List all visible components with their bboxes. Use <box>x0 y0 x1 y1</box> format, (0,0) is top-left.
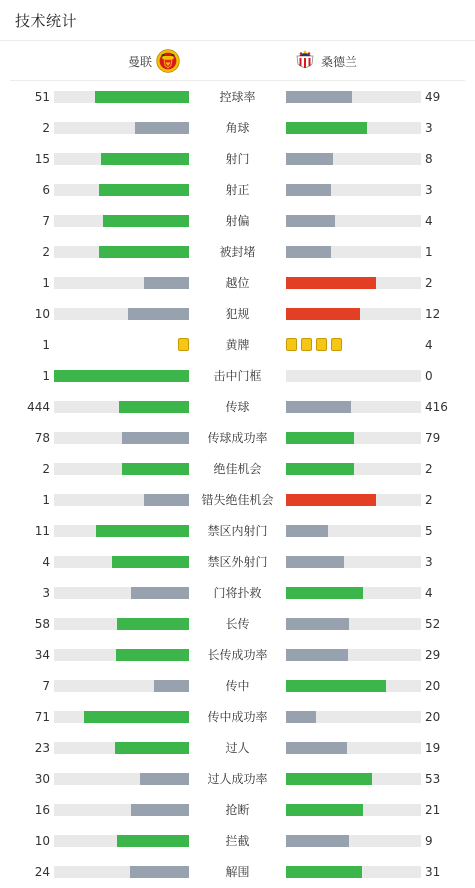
away-stat-value: 79 <box>425 431 441 445</box>
home-stat-bar <box>54 866 189 878</box>
home-stat-bar <box>54 773 189 785</box>
stat-label: 射偏 <box>225 214 250 228</box>
home-stat-bar <box>54 184 189 196</box>
stat-label: 门将扑救 <box>213 586 262 600</box>
away-stat-bar <box>286 215 421 227</box>
yellow-card-icon <box>178 338 189 351</box>
home-stat-value: 11 <box>34 524 50 538</box>
away-stat-bar <box>286 587 421 599</box>
away-stat-value: 3 <box>425 121 433 135</box>
home-stat-bar <box>54 680 189 692</box>
stat-row <box>0 640 475 671</box>
away-stat-bar-fill <box>286 773 372 785</box>
away-stat-bar-fill <box>286 463 354 475</box>
away-stat-bar-fill <box>286 649 348 661</box>
away-stat-value: 2 <box>425 462 433 476</box>
away-stat-value: 31 <box>425 865 441 879</box>
stat-row <box>0 485 475 516</box>
stat-row <box>0 609 475 640</box>
away-stat-bar <box>286 246 421 258</box>
away-stat-bar <box>286 556 421 568</box>
stat-label: 传球 <box>225 400 250 414</box>
home-stat-bar-fill <box>140 773 189 785</box>
away-stat-bar-fill <box>286 308 360 320</box>
away-stat-bar-fill <box>286 494 376 506</box>
home-stat-value: 1 <box>42 493 50 507</box>
away-stat-bar <box>286 432 421 444</box>
home-stat-value: 10 <box>34 834 50 848</box>
away-stat-bar-fill <box>286 153 333 165</box>
stat-label: 犯规 <box>225 307 250 321</box>
home-stat-bar-fill <box>84 711 189 723</box>
home-stat-bar <box>54 742 189 754</box>
away-stat-bar-fill <box>286 246 331 258</box>
stat-row <box>0 361 475 392</box>
sunderland-crest-icon <box>293 49 317 73</box>
stat-label: 长传 <box>225 617 250 631</box>
away-stat-bar <box>286 401 421 413</box>
home-stat-bar-fill <box>122 432 190 444</box>
stat-label: 解围 <box>225 865 250 879</box>
stat-label: 过人成功率 <box>207 772 268 786</box>
home-stat-bar-fill <box>115 742 189 754</box>
stat-row <box>0 113 475 144</box>
home-stat-bar-fill <box>122 463 190 475</box>
home-stat-bar-fill <box>112 556 189 568</box>
stat-row <box>0 299 475 330</box>
home-stat-bar <box>54 432 189 444</box>
stat-row <box>0 144 475 175</box>
home-stat-bar <box>54 122 189 134</box>
away-stat-bar <box>286 184 421 196</box>
home-team-name: 曼联 <box>127 54 152 69</box>
stat-label: 射门 <box>225 152 250 166</box>
stat-label: 拦截 <box>225 834 250 848</box>
stats-list <box>0 82 475 888</box>
stat-row <box>0 547 475 578</box>
home-stat-value: 4 <box>42 555 50 569</box>
away-stat-bar <box>286 711 421 723</box>
away-stat-bar-fill <box>286 277 376 289</box>
home-stat-bar-fill <box>101 153 189 165</box>
away-stat-bar <box>286 866 421 878</box>
away-yellow-cards <box>286 338 346 351</box>
stat-row <box>0 516 475 547</box>
stat-row <box>0 857 475 888</box>
away-stat-value: 49 <box>425 90 441 104</box>
away-stat-value: 3 <box>425 555 433 569</box>
home-stat-bar <box>54 494 189 506</box>
stat-row <box>0 578 475 609</box>
home-stat-bar <box>54 587 189 599</box>
teams-bar <box>10 41 465 81</box>
stats-header <box>0 0 475 41</box>
home-stat-bar-fill <box>99 184 189 196</box>
home-stat-bar-fill <box>116 649 189 661</box>
home-stat-value: 23 <box>34 741 50 755</box>
stat-label: 绝佳机会 <box>213 462 262 476</box>
stat-row <box>0 671 475 702</box>
away-stat-bar-fill <box>286 587 363 599</box>
yellow-card-icon <box>286 338 297 351</box>
stat-row <box>0 237 475 268</box>
home-stat-bar-fill <box>99 246 189 258</box>
away-stat-bar <box>286 153 421 165</box>
home-stat-bar-fill <box>131 587 189 599</box>
home-stat-value: 6 <box>42 183 50 197</box>
stat-label: 禁区外射门 <box>207 555 268 569</box>
stat-row <box>0 82 475 113</box>
away-stat-bar <box>286 91 421 103</box>
home-stat-bar <box>54 370 189 382</box>
away-stat-bar <box>286 804 421 816</box>
stat-row <box>0 764 475 795</box>
away-stat-bar-fill <box>286 804 363 816</box>
stat-row <box>0 175 475 206</box>
away-stat-value: 4 <box>425 586 433 600</box>
stat-row <box>0 330 475 361</box>
home-stat-bar-fill <box>119 401 189 413</box>
home-stat-value: 3 <box>42 586 50 600</box>
home-stat-bar-fill <box>96 525 189 537</box>
home-stat-value: 10 <box>34 307 50 321</box>
away-stat-bar-fill <box>286 122 367 134</box>
manchester-united-crest-icon <box>156 49 180 73</box>
stat-label: 传中成功率 <box>207 710 268 724</box>
home-stat-value: 444 <box>27 400 50 414</box>
stat-row <box>0 423 475 454</box>
home-stat-value: 34 <box>34 648 50 662</box>
home-stat-value: 51 <box>34 90 50 104</box>
stat-label: 禁区内射门 <box>207 524 268 538</box>
home-stat-bar <box>54 463 189 475</box>
away-stat-bar-fill <box>286 742 347 754</box>
stat-label: 错失绝佳机会 <box>201 493 274 507</box>
home-stat-bar <box>54 525 189 537</box>
away-stat-value: 0 <box>425 369 433 383</box>
home-stat-value: 1 <box>42 276 50 290</box>
home-stat-value: 71 <box>34 710 50 724</box>
home-stat-bar <box>54 649 189 661</box>
stat-label: 黄牌 <box>225 338 250 352</box>
home-stat-bar-fill <box>95 91 190 103</box>
away-stat-value: 5 <box>425 524 433 538</box>
away-stat-value: 4 <box>425 338 433 352</box>
away-stat-bar-fill <box>286 866 362 878</box>
home-stat-value: 78 <box>34 431 50 445</box>
home-stat-bar-fill <box>144 277 189 289</box>
home-stat-value: 7 <box>42 214 50 228</box>
home-stat-value: 24 <box>34 865 50 879</box>
away-stat-value: 19 <box>425 741 441 755</box>
away-stat-value: 1 <box>425 245 433 259</box>
away-stat-value: 20 <box>425 679 441 693</box>
home-stat-bar <box>54 246 189 258</box>
home-stat-bar <box>54 618 189 630</box>
home-stat-bar <box>54 804 189 816</box>
home-stat-bar-fill <box>117 618 189 630</box>
stat-label: 传中 <box>225 679 250 693</box>
away-stat-bar-fill <box>286 835 349 847</box>
away-stat-bar <box>286 463 421 475</box>
home-stat-bar <box>54 277 189 289</box>
away-stat-bar-fill <box>286 556 344 568</box>
stat-row <box>0 392 475 423</box>
home-stat-value: 7 <box>42 679 50 693</box>
away-stat-bar-fill <box>286 680 386 692</box>
home-stat-bar-fill <box>103 215 189 227</box>
away-stat-bar <box>286 370 421 382</box>
home-stat-value: 1 <box>42 338 50 352</box>
away-stat-value: 20 <box>425 710 441 724</box>
page-title: 技术统计 <box>15 12 78 30</box>
home-stat-bar-fill <box>144 494 189 506</box>
stat-label: 越位 <box>225 276 250 290</box>
stat-label: 角球 <box>225 121 250 135</box>
away-stat-bar <box>286 122 421 134</box>
home-yellow-cards <box>174 338 189 351</box>
home-stat-bar-fill <box>154 680 189 692</box>
home-stat-value: 2 <box>42 121 50 135</box>
away-stat-value: 3 <box>425 183 433 197</box>
stat-row <box>0 795 475 826</box>
home-stat-bar <box>54 91 189 103</box>
away-stat-value: 416 <box>425 400 448 414</box>
home-stat-value: 30 <box>34 772 50 786</box>
away-stat-bar-fill <box>286 432 354 444</box>
home-stat-bar <box>54 308 189 320</box>
away-stat-bar-fill <box>286 184 331 196</box>
away-stat-value: 53 <box>425 772 441 786</box>
away-stat-value: 52 <box>425 617 441 631</box>
away-stat-value: 4 <box>425 214 433 228</box>
home-stat-bar-fill <box>128 308 189 320</box>
home-stat-value: 15 <box>34 152 50 166</box>
home-stat-bar <box>54 711 189 723</box>
away-stat-bar <box>286 773 421 785</box>
home-stat-bar <box>54 153 189 165</box>
away-stat-bar-fill <box>286 215 335 227</box>
away-stat-value: 12 <box>425 307 441 321</box>
away-stat-bar-fill <box>286 618 349 630</box>
home-stat-value: 1 <box>42 369 50 383</box>
away-stat-bar <box>286 742 421 754</box>
away-stat-value: 29 <box>425 648 441 662</box>
away-stat-value: 8 <box>425 152 433 166</box>
away-stat-bar <box>286 649 421 661</box>
home-stat-bar-fill <box>131 804 189 816</box>
stat-row <box>0 454 475 485</box>
away-stat-bar <box>286 494 421 506</box>
away-stat-bar <box>286 618 421 630</box>
away-team-name: 桑德兰 <box>321 54 358 69</box>
home-stat-bar-fill <box>54 370 189 382</box>
home-stat-bar <box>54 215 189 227</box>
stat-label: 被封堵 <box>219 245 256 259</box>
home-stat-bar <box>54 835 189 847</box>
stat-row <box>0 826 475 857</box>
away-stat-value: 2 <box>425 276 433 290</box>
away-stat-bar <box>286 835 421 847</box>
away-stat-value: 21 <box>425 803 441 817</box>
stat-label: 击中门框 <box>213 369 262 383</box>
stat-label: 射正 <box>225 183 250 197</box>
yellow-card-icon <box>301 338 312 351</box>
away-stat-bar <box>286 308 421 320</box>
home-stat-bar-fill <box>117 835 189 847</box>
away-team[interactable] <box>293 48 357 74</box>
home-stat-bar-fill <box>130 866 189 878</box>
yellow-card-icon <box>316 338 327 351</box>
home-stat-value: 2 <box>42 462 50 476</box>
stat-label: 抢断 <box>225 803 250 817</box>
home-stat-bar <box>54 556 189 568</box>
away-stat-bar-fill <box>286 711 316 723</box>
home-stat-bar <box>54 401 189 413</box>
yellow-card-icon <box>331 338 342 351</box>
away-stat-bar-fill <box>286 525 328 537</box>
away-stat-bar-fill <box>286 401 351 413</box>
away-stat-value: 9 <box>425 834 433 848</box>
stat-label: 控球率 <box>219 90 256 104</box>
home-stat-value: 2 <box>42 245 50 259</box>
stat-label: 传球成功率 <box>207 431 268 445</box>
away-stat-value: 2 <box>425 493 433 507</box>
stat-row <box>0 733 475 764</box>
home-stat-value: 58 <box>34 617 50 631</box>
home-stat-value: 16 <box>34 803 50 817</box>
stat-label: 过人 <box>225 741 250 755</box>
away-stat-bar-fill <box>286 91 352 103</box>
stat-row <box>0 268 475 299</box>
home-stat-bar-fill <box>135 122 189 134</box>
home-team[interactable] <box>128 48 180 74</box>
stat-label: 长传成功率 <box>207 648 268 662</box>
away-stat-bar <box>286 680 421 692</box>
stat-row <box>0 702 475 733</box>
away-stat-bar <box>286 277 421 289</box>
stat-row <box>0 206 475 237</box>
away-stat-bar <box>286 525 421 537</box>
